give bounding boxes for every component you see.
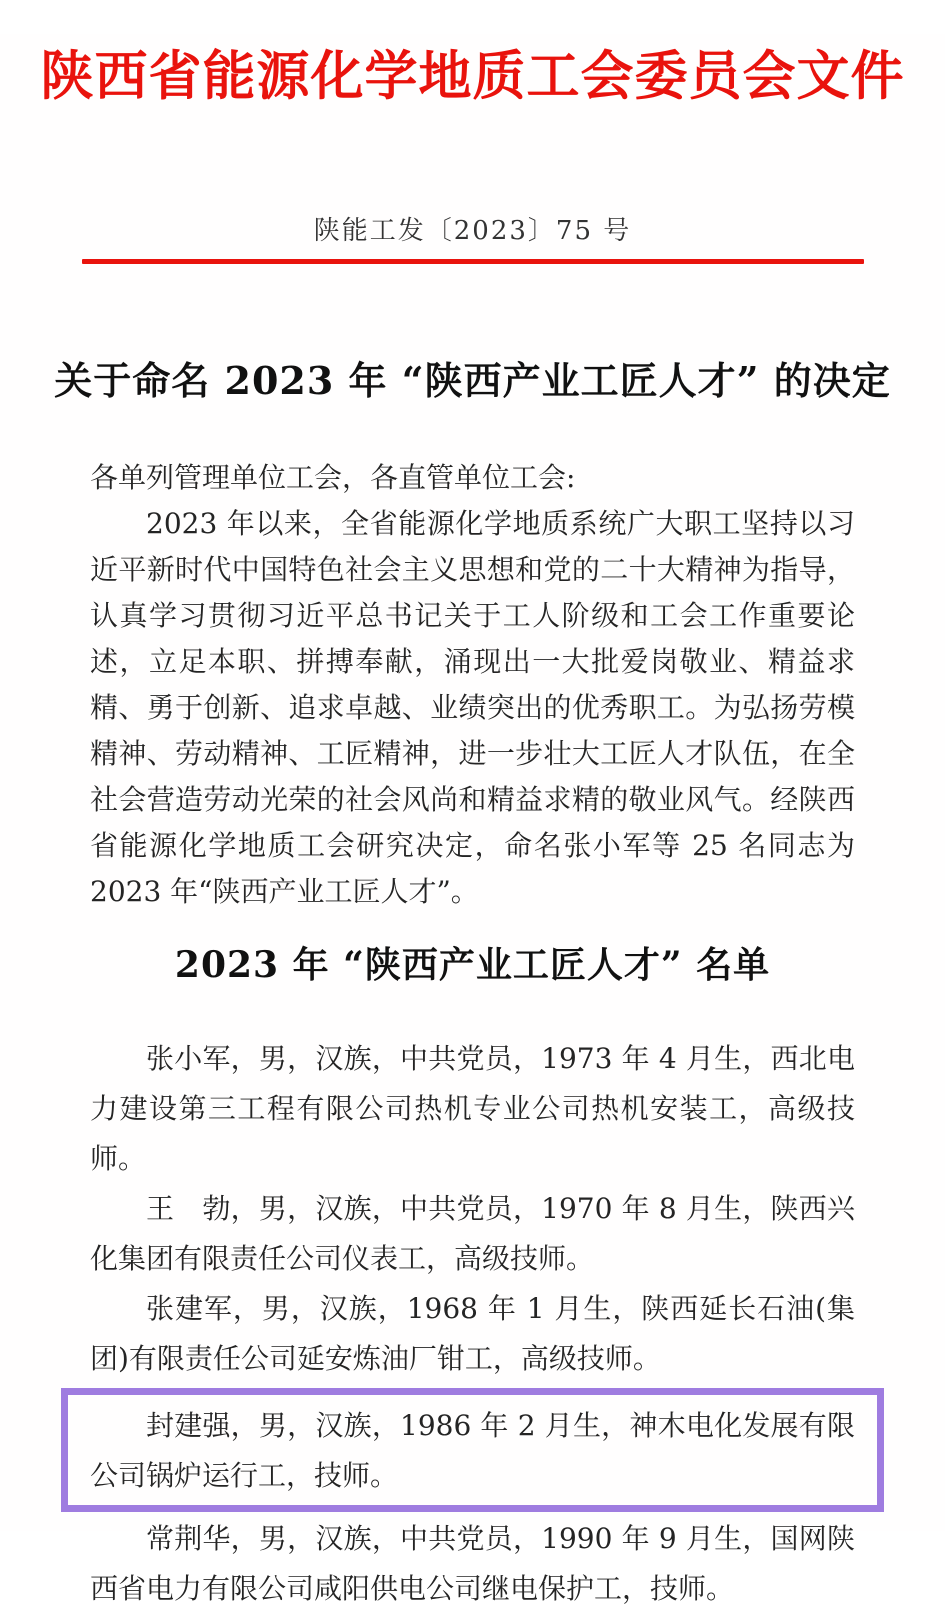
document-number: 陕能工发〔2023〕75 号 <box>313 216 632 246</box>
list-entry: 王 勃，男，汉族，中共党员，1970 年 8 月生，陕西兴化集团有限责任公司仪表工，高级技师。 <box>90 1192 855 1275</box>
list-heading: 2023 年 “陕西产业工匠人才” 名单 <box>174 944 771 986</box>
list-entry: 张建军，男，汉族，1968 年 1 月生，陕西延长石油(集团)有限责任公司延安炼油厂钳工，高级技师。 <box>90 1292 855 1375</box>
highlight-box <box>61 1388 884 1512</box>
document-body <box>90 455 855 1614</box>
document-header-title: 陕西省能源化学地质工会委员会文件 <box>40 45 905 107</box>
body-paragraph: 2023 年以来，全省能源化学地质系统广大职工坚持以习近平新时代中国特色社会主义思想和党的二十大精神为指导，认真学习贯彻习近平总书记关于工人阶级和工会工作重要论述，立足本职、拼搏奉献，涌现出一大批爱岗敬业、精益求精、勇于创新、追求卓越、业绩突出的优秀职工。为弘扬劳模精神、劳动精神、工匠精神，进一步壮大工匠人才队伍，在全社会营造劳动光荣的社会风尚和精益求精的敬业风气。经陕西省能源化学地质工会研究决定，命名张小军等 25 名同志为 2023 年“陕西产业工匠人才”。 <box>90 507 855 908</box>
awardee-list <box>90 1034 855 1614</box>
list-entry: 常荆华，男，汉族，中共党员，1990 年 9 月生，国网陕西省电力有限公司咸阳供电公司继电保护工，技师。 <box>90 1522 855 1605</box>
document-title: 关于命名 2023 年 “陕西产业工匠人才” 的决定 <box>54 358 891 403</box>
list-entry: 张小军，男，汉族，中共党员，1973 年 4 月生，西北电力建设第三工程有限公司热机专业公司热机安装工，高级技师。 <box>90 1042 855 1175</box>
list-entry-highlighted: 封建强，男，汉族，1986 年 2 月生，神木电化发展有限公司锅炉运行工，技师。 <box>90 1409 855 1492</box>
red-divider-line <box>82 259 864 264</box>
official-document-page <box>0 34 945 1605</box>
salutation-line: 各单列管理单位工会，各直管单位工会: <box>90 461 576 494</box>
